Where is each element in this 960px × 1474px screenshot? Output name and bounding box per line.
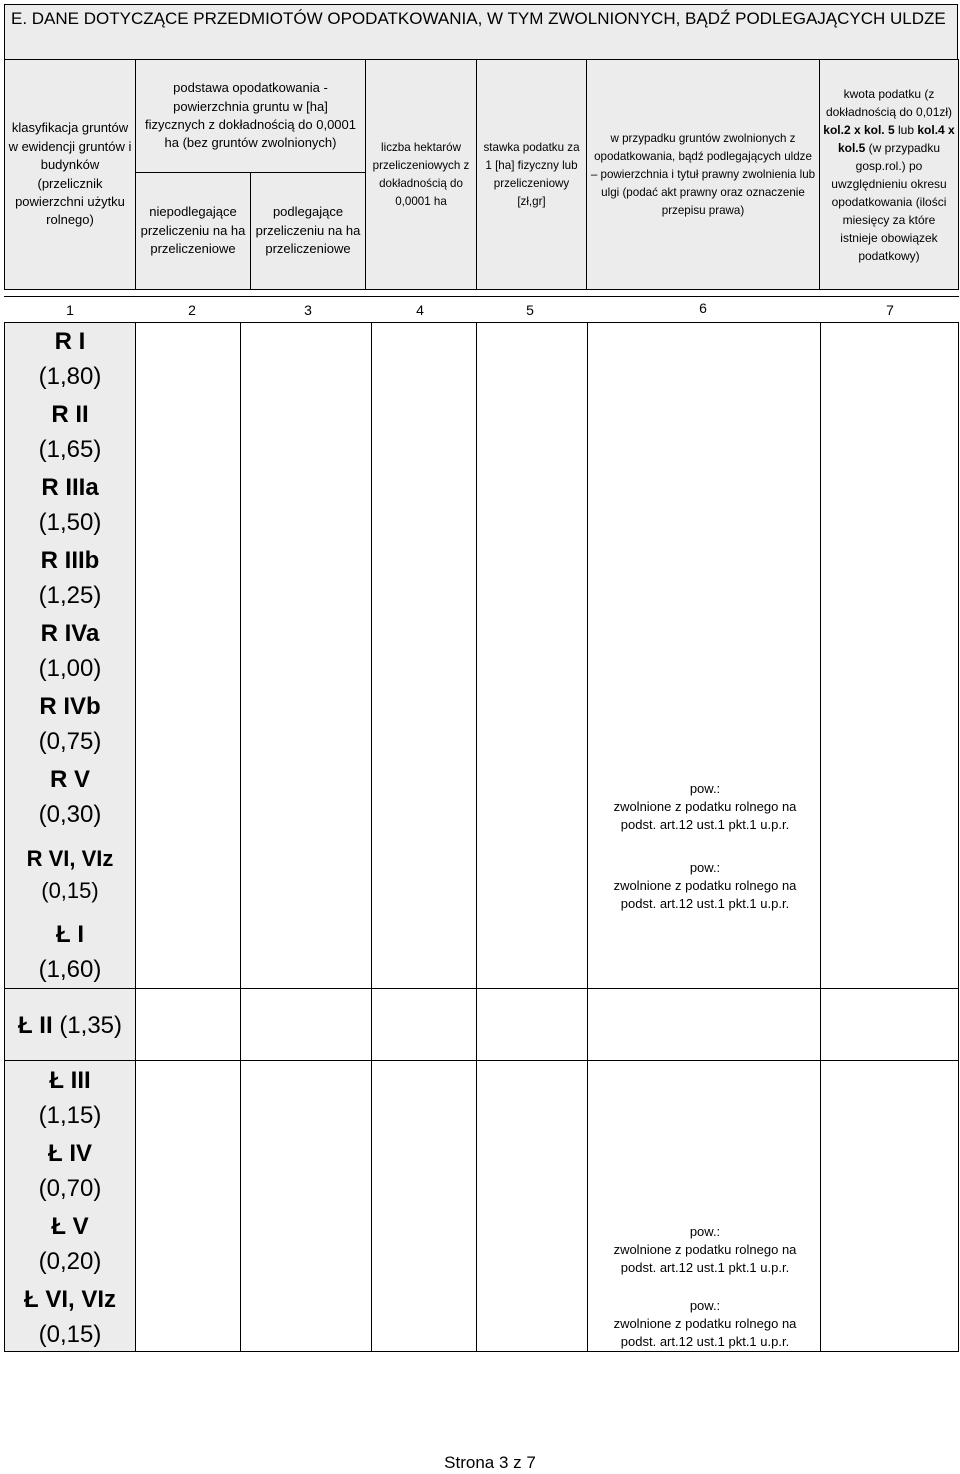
row-r4b-code: R IVb — [39, 693, 101, 720]
row-r4b-factor: (0,75) — [38, 728, 102, 755]
row-r5 — [5, 762, 135, 832]
grid-vline-5 — [587, 322, 588, 1352]
col-number-6: 6 — [699, 300, 707, 316]
col-number-3: 3 — [304, 302, 312, 318]
row-r4b — [5, 689, 135, 759]
row-r3b-code: R IIIb — [40, 547, 100, 574]
row-r3b — [5, 543, 135, 613]
row-r4a — [5, 616, 135, 686]
column-numbers-row — [4, 296, 959, 323]
row-r5-code: R V — [49, 766, 90, 793]
row-r1 — [5, 324, 135, 394]
header-col7-d: kol.4 x kol.5 — [837, 122, 955, 155]
header-col2: niepodlegające przeliczeniu na ha przeliczeniowe — [135, 172, 251, 290]
grid-vline-3 — [371, 322, 372, 1352]
row-r4a-code: R IVa — [40, 620, 100, 647]
col-number-4: 4 — [416, 302, 424, 318]
row-l3 — [5, 1063, 135, 1133]
header-col4: liczba hektarów przeliczeniowych z dokładnością do 0,0001 ha — [365, 59, 477, 290]
exemption-note-r5: pow.: zwolnione z podatku rolnego na podst. art.12 ust.1 pkt.1 u.p.r. — [613, 781, 797, 832]
row-r1-factor: (1,80) — [38, 363, 102, 390]
col-number-1: 1 — [66, 302, 74, 318]
row-l3-code: Ł III — [49, 1067, 91, 1094]
header-col7-e: (w przypadku gosp.rol.) po uwzględnieniu okresu opodatkowania (ilości miesięcy za które istnieje obowiązek podatkowy) — [831, 140, 947, 263]
exemption-note-r6: pow.: zwolnione z podatku rolnego na podst. art.12 ust.1 pkt.1 u.p.r. — [613, 860, 797, 911]
header-col1: klasyfikacja gruntów w ewidencji gruntów i budynków (przelicznik powierzchni użytku rolnego) — [4, 59, 136, 290]
row-l4 — [5, 1136, 135, 1206]
row-l5-factor: (0,20) — [38, 1248, 102, 1275]
row-r2-code: R II — [51, 401, 89, 428]
exemption-note-l5: pow.: zwolnione z podatku rolnego na podst. art.12 ust.1 pkt.1 u.p.r. — [613, 1224, 797, 1275]
row-separator-l2 — [4, 1060, 959, 1061]
section-title-box — [4, 4, 958, 60]
row-separator-l1 — [135, 988, 959, 989]
header-col5: stawka podatku za 1 [ha] fizyczny lub przeliczeniowy [zł,gr] — [476, 59, 587, 290]
header-col7-b: kol.2 x kol. 5 — [823, 122, 895, 137]
col-number-7: 7 — [886, 302, 894, 318]
row-r6-code: R VI, VIz — [26, 846, 114, 871]
row-r6-factor: (0,15) — [41, 878, 99, 903]
section-title: E. DANE DOTYCZĄCE PRZEDMIOTÓW OPODATKOWANIA, W TYM ZWOLNIONYCH, BĄDŹ PODLEGAJĄCYCH ULDZE — [11, 9, 946, 28]
grid-vline-4 — [476, 322, 477, 1352]
exemption-note-l6: pow.: zwolnione z podatku rolnego na podst. art.12 ust.1 pkt.1 u.p.r. — [613, 1298, 797, 1349]
header-col23-group: podstawa opodatkowania - powierzchnia gruntu w [ha] fizycznych z dokładnością do 0,0001 ha (bez gruntów zwolnionych) — [135, 59, 366, 173]
row-l4-code: Ł IV — [47, 1140, 92, 1167]
row-l6-code: Ł VI, VIz — [23, 1286, 116, 1313]
row-r3a-factor: (1,50) — [38, 509, 102, 536]
header-col3: podlegające przeliczeniu na ha przeliczeniowe — [250, 172, 366, 290]
row-l5-code: Ł V — [51, 1213, 89, 1240]
row-l2-code: Ł II — [17, 1012, 53, 1039]
row-l1-code: Ł I — [56, 921, 84, 948]
row-r2 — [5, 397, 135, 467]
row-l1-factor: (1,60) — [38, 956, 102, 983]
row-l6 — [5, 1282, 135, 1352]
grid-vline-2 — [240, 322, 241, 1352]
page-number: Strona 3 z 7 — [444, 1453, 536, 1472]
col-number-2: 2 — [188, 302, 196, 318]
header-col7-a: kwota podatku (z dokładnością do 0,01zł) — [825, 86, 953, 119]
col-number-5: 5 — [526, 302, 534, 318]
header-col7-c: lub — [898, 122, 915, 137]
row-l1 — [5, 917, 135, 987]
row-l2 — [5, 1008, 135, 1043]
row-l6-factor: (0,15) — [38, 1321, 102, 1348]
row-r2-factor: (1,65) — [38, 436, 102, 463]
row-l5 — [5, 1209, 135, 1279]
row-l2-factor: (1,35) — [59, 1012, 123, 1039]
row-r4a-factor: (1,00) — [38, 655, 102, 682]
row-r3a — [5, 470, 135, 540]
row-separator-l1-left — [4, 988, 135, 989]
row-r3a-code: R IIIa — [41, 474, 99, 501]
row-r1-code: R I — [54, 328, 86, 355]
row-r5-factor: (0,30) — [38, 801, 102, 828]
header-col7 — [819, 59, 959, 290]
header-col6: w przypadku gruntów zwolnionych z opodatkowania, bądź podlegających uldze – powierzchnia i tytuł prawny zwolnienia lub ulgi (podać akt prawny oraz oznaczenie przepisu prawa) — [586, 59, 820, 290]
grid-vline-1 — [135, 322, 136, 1352]
row-l3-factor: (1,15) — [38, 1102, 102, 1129]
grid-vline-6 — [820, 322, 821, 1352]
row-r6 — [5, 843, 135, 907]
data-grid — [4, 322, 959, 1352]
row-r3b-factor: (1,25) — [38, 582, 102, 609]
row-l4-factor: (0,70) — [38, 1175, 102, 1202]
